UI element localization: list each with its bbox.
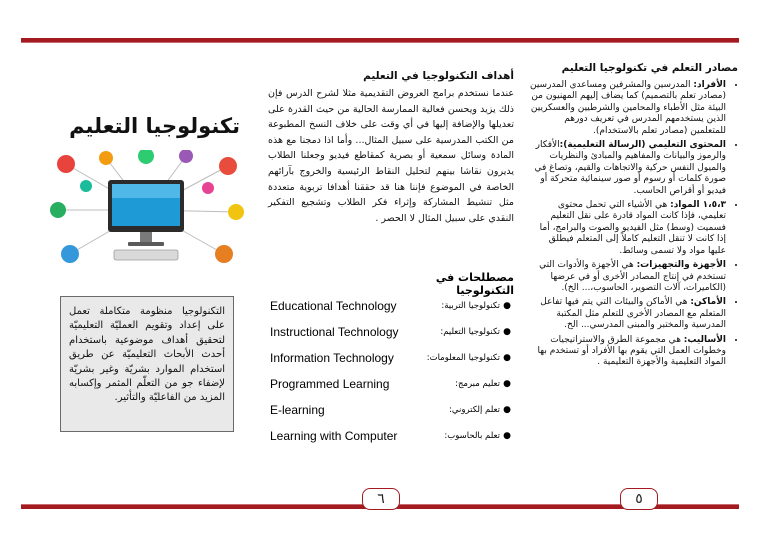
bullet-icon: ● <box>503 327 511 337</box>
list-item: ● تعلم إلكتروني: E-learning <box>270 397 514 423</box>
definition-box <box>60 296 234 432</box>
goals-title: أهداف التكنولوجيا في التعليم <box>363 70 514 82</box>
bullet-icon: ● <box>503 405 511 415</box>
list-item: • ١،٥،٣ المواد: هي الأشياء التي تحمل محتوى تعليمي، فإذا كانت المواد قادرة على نقل التعليم فسميت (وسط) مثل الفيديو والصوت والبرامج، أما إذا كانت لا تنقل التعليم كاملاً إلى المتعلم فيطلق عليها مواد ولا تسمى وسائط. <box>528 200 726 257</box>
app-icon <box>57 155 75 173</box>
list-item: ● تكنولوجيا التربية: Educational Technology <box>270 293 514 319</box>
learning-sources-title: مصادر التعلم في تكنولوجيا التعليم <box>561 62 738 74</box>
app-icon <box>138 150 154 164</box>
bullet-icon: ● <box>503 431 511 441</box>
terms-title: مصطلحات في التكنولوجيا <box>435 271 514 297</box>
list-item: • الأماكن: هي الأماكن والبيئات التي يتم فيها تفاعل المتعلم مع المصادر الأخرى للتعلم مثل المكتبة المدرسية والمختبر والمبنى المدرسي... الخ. <box>528 297 726 331</box>
top-border-bar <box>21 38 739 43</box>
list-item: • الأجهزة والتجهيزات: هي الأجهزة والأدوات التي تستخدم في إنتاج المصادر الأخرى أو في عرضها (الكاميرات، آلات التصوير، الحاسوب،... الخ). <box>528 260 726 294</box>
app-icon <box>80 180 92 192</box>
app-icon <box>228 204 244 220</box>
goals-section <box>268 70 514 226</box>
bullet-icon: ● <box>503 353 511 363</box>
list-item: ● تكنولوجيا المعلومات: Information Technology <box>270 345 514 371</box>
learning-sources-section <box>528 62 738 372</box>
list-item: ● تعلم بالحاسوب: Learning with Computer <box>270 423 514 449</box>
definition-text: التكنولوجيا منظومة متكاملة تعمل على إعداد وتقويم العمليّة التعليميّة لتحقيق أهداف موضوعية باستخدام أحدث الأبحاث التعليميّة عن طريق استخدام الموارد بشريّة وغير بشريّة لإضفاء جو من التعلّم المثمر وإكسابه المزيد من الفاعليّة والتأثير. <box>69 306 225 404</box>
app-icon <box>215 245 233 263</box>
app-icon <box>179 150 193 163</box>
app-icon <box>50 202 66 218</box>
app-icon <box>99 151 113 165</box>
technology-illustration <box>46 150 246 268</box>
bullet-icon: ● <box>503 301 511 311</box>
list-item: • الأفراد: المدرسين والمشرفين ومساعدي المدرسين (مصادر تعلم بالتصميم) كما يضاف إليهم المهنيون من البيئة مثل الأطباء والمحامين والشرطيين والعسكريين الذين يستخدمهم المدرس في تعريف دورهم للمتعلمين (مصادر تعلم بالاستخدام). <box>528 80 726 137</box>
list-item: ● تعليم مبرمج: Programmed Learning <box>270 371 514 397</box>
app-icon <box>61 245 79 263</box>
keyboard-icon <box>114 250 178 260</box>
app-icon <box>202 182 214 194</box>
list-item: • الأساليب: هي مجموعة الطرق والاستراتيجيات وخطوات العمل التي يقوم بها الأفراد أو تستخدم بها المواد التعليمية والأجهزة التعليمية . <box>528 335 726 369</box>
page-number-right: ٥ <box>620 488 658 510</box>
learning-sources-list <box>528 80 738 369</box>
app-icon <box>219 157 237 175</box>
goals-paragraph: عندما نستخدم برامج العروض التقديمية مثلا لشرح الدرس فإن ذلك يزيد ويحسن فعالية الممارسة الحالية من حيث القدرة على تعديلها والإضافة إليها في أي وقت على خلاف النسخ المطبوعة من الكتب المدرسية على سبيل المثال... وأما اذا دمجنا مع هذه المادة وسائل سمعية أو بصرية كمقاطع فيديو وجعلنا الطلاب يديرون نقاشا بينهم لتحليل النقاط الرئيسية والخروج بآرائهم الخاصة في الموضوع فإننا هنا قد حققنا أهدافا تربوية متعددة مثل تنشيط المشاركة وإثراء فكر الطلاب وتشجيع التفكير النقدي على سبيل المثال لا الحصر . <box>268 88 514 224</box>
bullet-icon: ● <box>503 379 511 389</box>
terms-list <box>270 293 514 449</box>
list-item: ● تكنولوجيا التعليم: Instructional Technology <box>270 319 514 345</box>
list-item: • المحتوى التعليمي (الرسالة التعليمية):الأفكار والرموز والبيانات والمفاهيم والمبادئ والنظريات والميول النفس حركية والاتجاهات والقيم، وتصاغ في صورة كلمات أو رسوم أو صور سينمائية متحركة أو فيديو أو أقراص الحاسب. <box>528 140 726 197</box>
page-number-left: ٦ <box>362 488 400 510</box>
page-title: تكنولوجيا التعليم <box>69 114 240 138</box>
